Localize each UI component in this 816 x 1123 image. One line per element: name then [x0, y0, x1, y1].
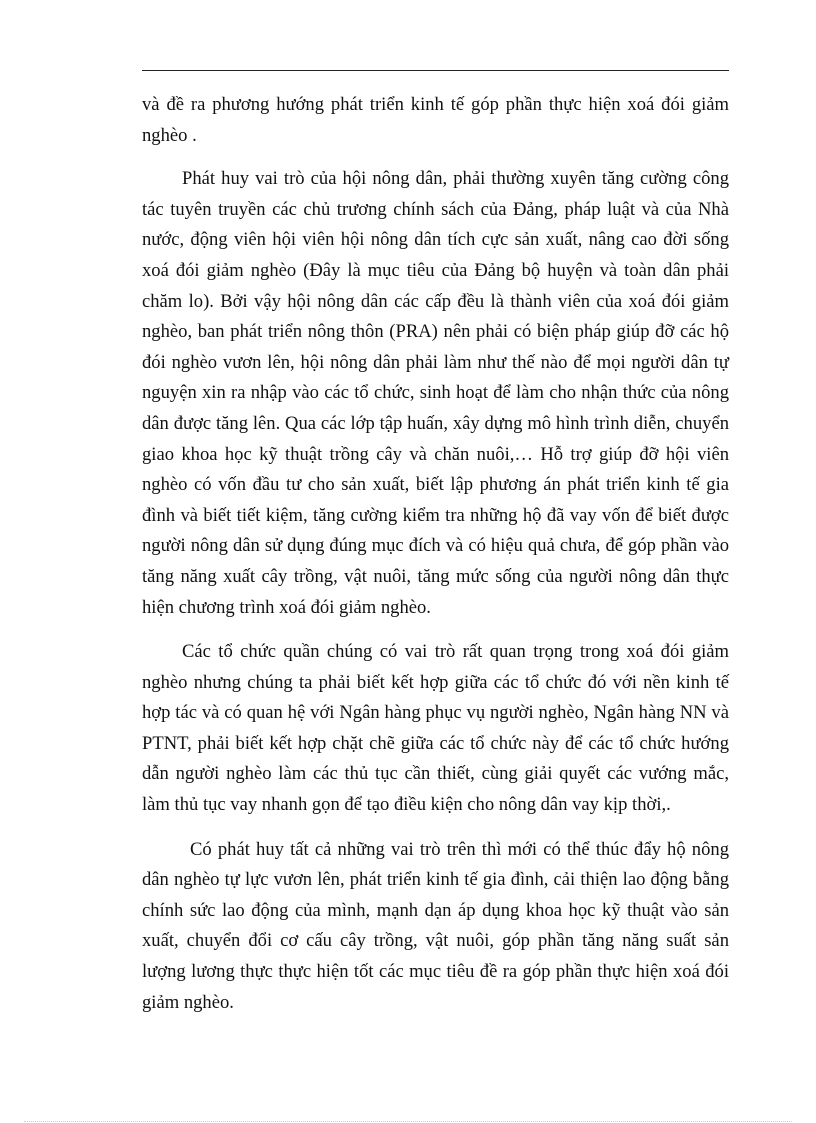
paragraph-1: và đề ra phương hướng phát triển kinh tế góp phần thực hiện xoá đói giảm nghèo .	[142, 94, 729, 146]
page-bottom-dotted-rule	[24, 1121, 792, 1122]
paragraph-3: Các tổ chức quần chúng có vai trò rất quan trọng trong xoá đói giảm nghèo nhưng chúng ta phải biết kết hợp giữa các tổ chức đó với nền kinh tế hợp tác và có quan hệ với Ngân hàng phục vụ người nghèo, Ngân hàng NN và PTNT, phải biết kết hợp chặt chẽ giữa các tổ chức này để các tổ chức hướng dẫn người nghèo làm các thủ tục cần thiết, cùng giải quyết các vướng mắc, làm thủ tục vay nhanh gọn để tạo điều kiện cho nông dân vay kịp thời,.	[142, 641, 729, 816]
header-rule	[142, 70, 729, 71]
paragraph-4: Có phát huy tất cả những vai trò trên thì mới có thể thúc đẩy hộ nông dân nghèo tự lực vươn lên, phát triển kinh tế gia đình, cải thiện lao động bằng chính sức lao động của mình, mạnh dạn áp dụng khoa học kỹ thuật vào sản xuất, chuyển đổi cơ cấu cây trồng, vật nuôi, góp phần tăng năng suất sản lượng lương thực thực hiện tốt các mục tiêu đề ra góp phần thực hiện xoá đói giảm nghèo.	[142, 838, 729, 1013]
paragraph-2: Phát huy vai trò của hội nông dân, phải thường xuyên tăng cường công tác tuyên truyền các chủ trương chính sách của Đảng, pháp luật và của Nhà nước, động viên hội viên hội nông dân tích cực sản xuất, nâng cao đời sống xoá đói giảm nghèo (Đây là mục tiêu của Đảng bộ huyện và toàn dân phải chăm lo). Bởi vậy hội nông dân các cấp đều là thành viên của xoá đói giảm nghèo, ban phát triển nông thôn (PRA) nên phải có biện pháp giúp đỡ các hộ đói nghèo vươn lên, hội nông dân phải làm như thế nào để mọi người dân tự nguyện xin ra nhập vào các tổ chức, sinh hoạt để làm cho nhận thức của nông dân được tăng lên. Qua các lớp tập huấn, xây dựng mô hình trình diễn, chuyển giao khoa học kỹ thuật trồng cây và chăn nuôi,… Hỗ trợ giúp đỡ hội viên nghèo có vốn đầu tư cho sản xuất, biết lập phương án phát triển kinh tế gia đình và biết tiết kiệm, tăng cường kiểm tra những hộ đã vay vốn để biết được người nông dân sử dụng đúng mục đích và có hiệu quả chưa, để góp phần vào tăng năng xuất cây trồng, vật nuôi, tăng mức sống của người nông dân thực hiện chương trình xoá đói giảm nghèo.	[142, 168, 729, 618]
document-body	[142, 90, 729, 1018]
